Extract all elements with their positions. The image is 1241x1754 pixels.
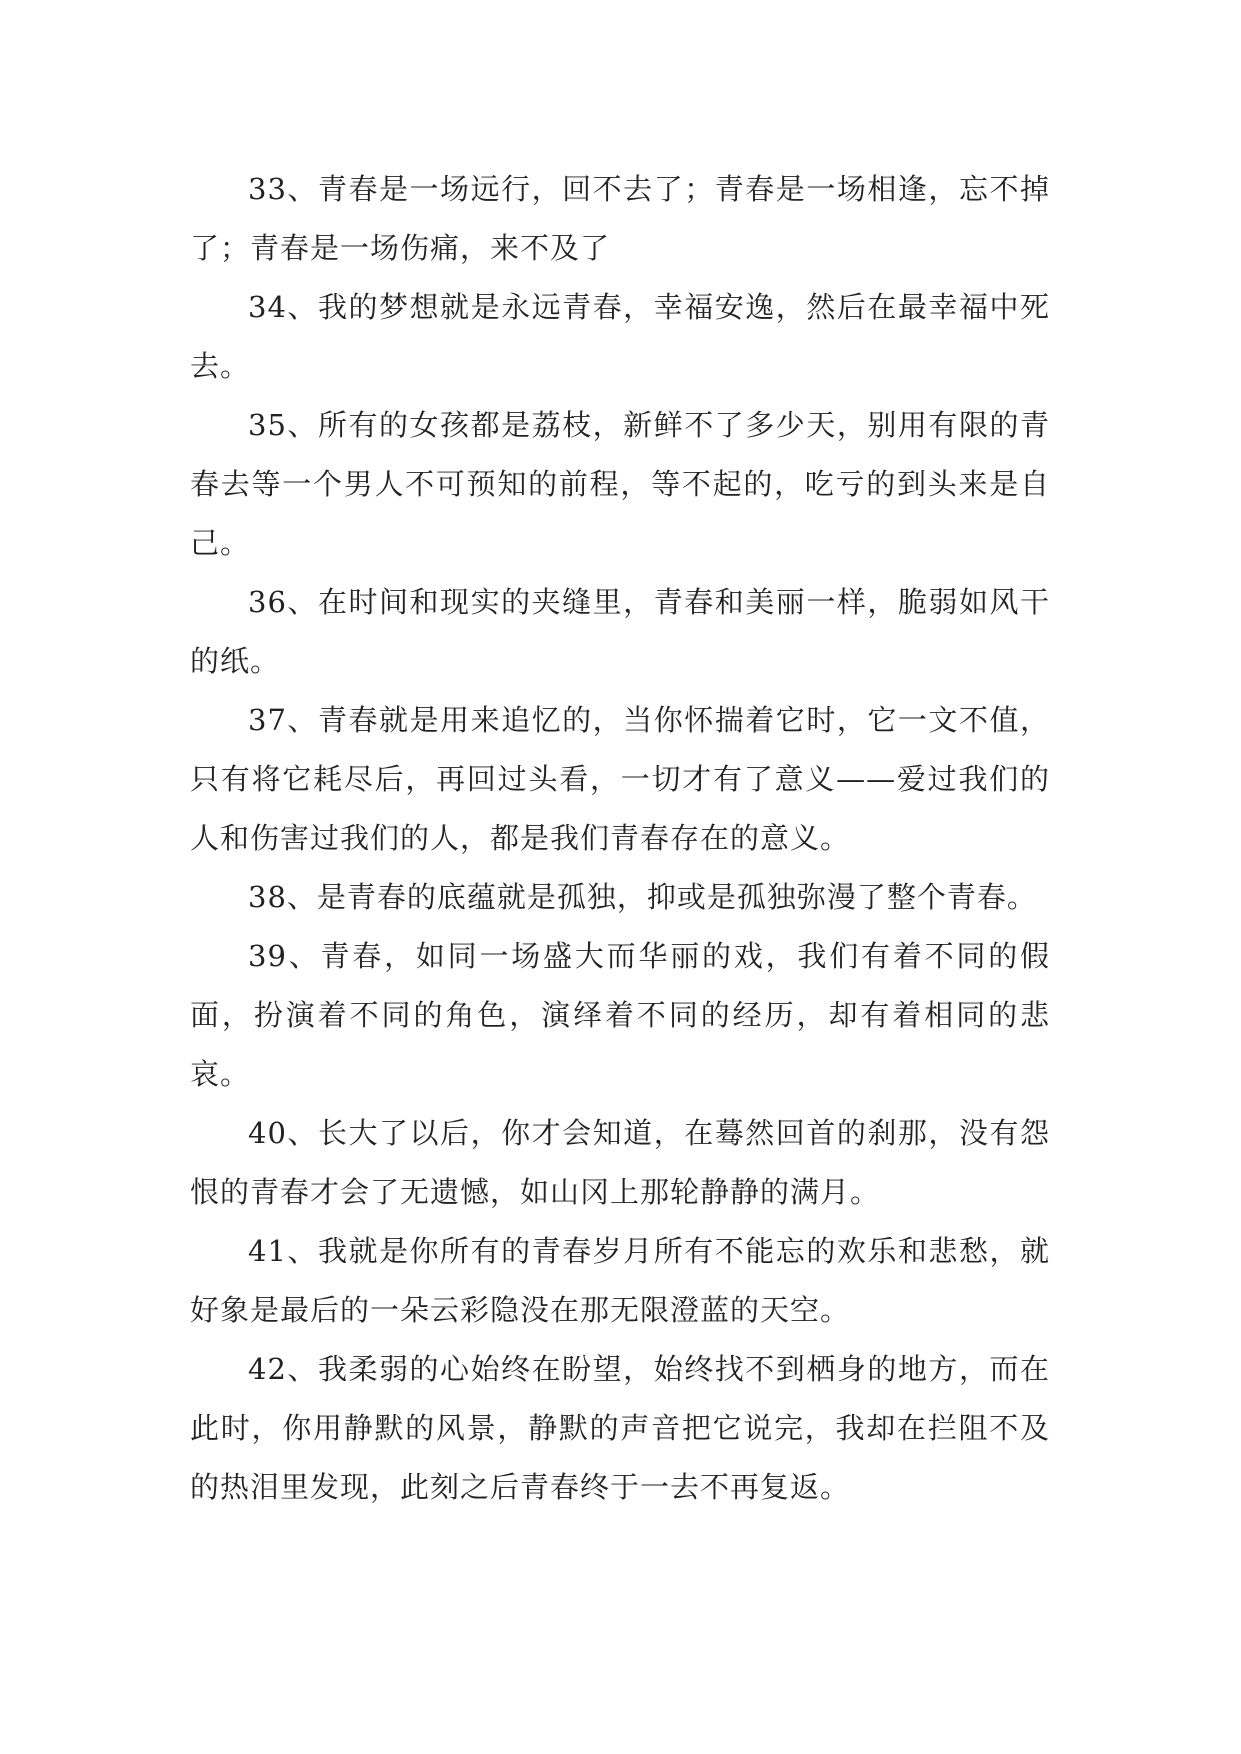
paragraph-36: 36、在时间和现实的夹缝里，青春和美丽一样，脆弱如风干的纸。 <box>190 585 1050 678</box>
paragraph-38: 38、是青春的底蕴就是孤独，抑或是孤独弥漫了整个青春。 <box>248 880 1037 914</box>
document-body <box>190 160 1050 1517</box>
paragraph-41: 41、我就是你所有的青春岁月所有不能忘的欢乐和悲愁，就好象是最后的一朵云彩隐没在那无限澄蓝的天空。 <box>190 1234 1050 1327</box>
paragraph-33: 33、青春是一场远行，回不去了；青春是一场相逢，忘不掉了；青春是一场伤痛，来不及了 <box>190 172 1050 265</box>
paragraph-42: 42、我柔弱的心始终在盼望，始终找不到栖身的地方，而在此时，你用静默的风景，静默的声音把它说完，我却在拦阻不及的热泪里发现，此刻之后青春终于一去不再复返。 <box>190 1352 1050 1504</box>
paragraph-40: 40、长大了以后，你才会知道，在蓦然回首的刹那，没有怨恨的青春才会了无遗憾，如山冈上那轮静静的满月。 <box>190 1116 1050 1209</box>
paragraph-35: 35、所有的女孩都是荔枝，新鲜不了多少天，别用有限的青春去等一个男人不可预知的前程，等不起的，吃亏的到头来是自己。 <box>190 408 1050 560</box>
paragraph-37: 37、青春就是用来追忆的，当你怀揣着它时，它一文不值，只有将它耗尽后，再回过头看，一切才有了意义——爱过我们的人和伤害过我们的人，都是我们青春存在的意义。 <box>190 703 1050 855</box>
paragraph-39: 39、青春，如同一场盛大而华丽的戏，我们有着不同的假面，扮演着不同的角色，演绎着不同的经历，却有着相同的悲哀。 <box>190 939 1050 1091</box>
paragraph-34: 34、我的梦想就是永远青春，幸福安逸，然后在最幸福中死去。 <box>190 290 1050 383</box>
